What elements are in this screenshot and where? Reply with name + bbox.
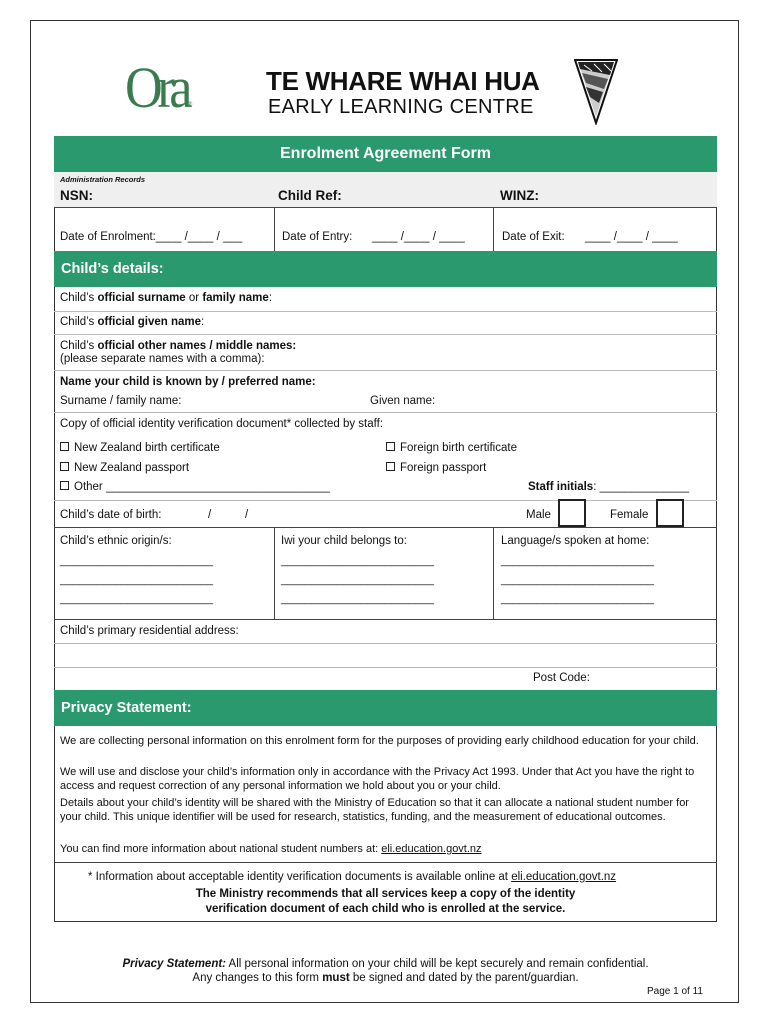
id-docs-link[interactable]: eli.education.govt.nz (511, 871, 617, 883)
ethnic-origin-line[interactable]: _________________________ (60, 555, 213, 567)
divider (274, 208, 275, 251)
nsn-info-link[interactable]: eli.education.govt.nz (381, 843, 482, 855)
iwi-line[interactable]: _________________________ (281, 593, 434, 605)
preferred-given-name-field[interactable]: Given name: (370, 395, 436, 407)
admin-records-label: Administration Records (60, 175, 146, 184)
divider (54, 334, 717, 335)
ora-logo: Ora® (125, 55, 193, 120)
dob-slash: / (208, 509, 212, 521)
male-checkbox[interactable] (558, 499, 586, 527)
ministry-recommendation-line-1: The Ministry recommends that all services keep a copy of the identity (195, 888, 576, 900)
divider (54, 370, 717, 371)
date-of-entry-label: Date of Entry: (282, 231, 353, 243)
ethnic-origin-line[interactable]: _________________________ (60, 593, 213, 605)
page-number: Page 1 of 11 (647, 986, 703, 997)
divider (493, 208, 494, 251)
post-code-field[interactable]: Post Code: (533, 672, 590, 684)
date-of-birth-label: Child’s date of birth: (60, 509, 162, 521)
option-foreign-birth-certificate[interactable]: Foreign birth certificate (386, 442, 517, 454)
iwi-line[interactable]: _________________________ (281, 574, 434, 586)
date-of-exit-field[interactable]: ____ /____ / ____ (585, 231, 678, 243)
preferred-surname-field[interactable]: Surname / family name: (60, 395, 182, 407)
privacy-paragraph-1: We are collecting personal information on this enrolment form for the purposes of providing early childhood education for your child. (60, 735, 699, 747)
other-names-note: (please separate names with a comma): (60, 353, 265, 365)
footer-privacy-statement: Privacy Statement: All personal information on your child will be kept securely and remain confidential. (122, 958, 649, 970)
date-of-exit-label: Date of Exit: (502, 231, 565, 243)
other-names-field[interactable]: Child’s official other names / middle names: (60, 340, 297, 352)
residential-address-label: Child’s primary residential address: (60, 625, 239, 637)
childs-details-heading: Child’s details: (54, 251, 717, 287)
preferred-name-label: Name your child is known by / preferred name: (60, 376, 316, 388)
address-line[interactable] (54, 667, 717, 668)
form-title: Enrolment Agreement Form (54, 136, 717, 172)
divider (274, 528, 275, 619)
ethnic-origin-line[interactable]: _________________________ (60, 574, 213, 586)
staff-initials-field[interactable]: Staff initials: ______________ (528, 481, 690, 493)
option-nz-passport[interactable]: New Zealand passport (60, 462, 189, 474)
divider (54, 619, 717, 620)
privacy-heading: Privacy Statement: (54, 690, 717, 726)
triangle-emblem-icon (574, 59, 618, 125)
winz-label: WINZ: (500, 188, 539, 203)
divider (54, 311, 717, 312)
language-line[interactable]: _________________________ (501, 574, 654, 586)
admin-records-band (54, 172, 717, 207)
divider (54, 500, 717, 501)
child-ref-label: Child Ref: (278, 188, 342, 203)
ministry-recommendation-line-2: verification document of each child who is enrolled at the service. (205, 903, 566, 915)
centre-subtitle: EARLY LEARNING CENTRE (268, 96, 534, 118)
divider (54, 862, 717, 863)
male-label: Male (526, 509, 551, 521)
ethnic-origin-label: Child’s ethnic origin/s: (60, 535, 172, 547)
nsn-label: NSN: (60, 188, 93, 203)
option-foreign-passport[interactable]: Foreign passport (386, 462, 486, 474)
official-surname-field[interactable]: Child’s official surname or family name: (60, 292, 273, 304)
iwi-line[interactable]: _________________________ (281, 555, 434, 567)
divider (54, 207, 717, 208)
iwi-label: Iwi your child belongs to: (281, 535, 407, 547)
checkbox[interactable] (60, 481, 69, 490)
language-label: Language/s spoken at home: (501, 535, 650, 547)
dob-slash: / (245, 509, 249, 521)
divider (54, 643, 717, 644)
language-line[interactable]: _________________________ (501, 593, 654, 605)
id-footnote: * Information about acceptable identity verification documents is available online at eli.education.govt.nz (88, 871, 617, 883)
privacy-paragraph-3: Details about your child’s identity will be shared with the Ministry of Education so that it can allocate a national student number for your child. This unique identifier will be used for research, statistics, funding, and the measurement of educational outcomes. (60, 797, 689, 823)
privacy-paragraph-2: We will use and disclose your child’s information only in accordance with the Privacy Act 1993. Under that Act you have the right to access and request correction of any personal information we hold about you or your child. (60, 766, 695, 792)
language-line[interactable]: _________________________ (501, 555, 654, 567)
divider (54, 412, 717, 413)
checkbox[interactable] (386, 442, 395, 451)
option-other[interactable]: Other ___________________________________ (60, 481, 330, 493)
date-of-entry-field[interactable]: ____ /____ / ____ (372, 231, 465, 243)
checkbox[interactable] (386, 462, 395, 471)
id-document-prompt: Copy of official identity verification document* collected by staff: (60, 418, 384, 430)
checkbox[interactable] (60, 442, 69, 451)
female-label: Female (610, 509, 649, 521)
divider (493, 528, 494, 619)
female-checkbox[interactable] (656, 499, 684, 527)
option-nz-birth-certificate[interactable]: New Zealand birth certificate (60, 442, 220, 454)
divider (54, 527, 717, 528)
official-given-name-field[interactable]: Child’s official given name: (60, 316, 205, 328)
footer-changes-note: Any changes to this form must be signed and dated by the parent/guardian. (192, 972, 579, 984)
centre-title: TE WHARE WHAI HUA (266, 66, 540, 96)
privacy-paragraph-4: You can find more information about national student numbers at: eli.education.govt.nz (60, 843, 482, 855)
date-of-enrolment-field[interactable]: Date of Enrolment:____ /____ / ___ (60, 231, 243, 243)
checkbox[interactable] (60, 462, 69, 471)
